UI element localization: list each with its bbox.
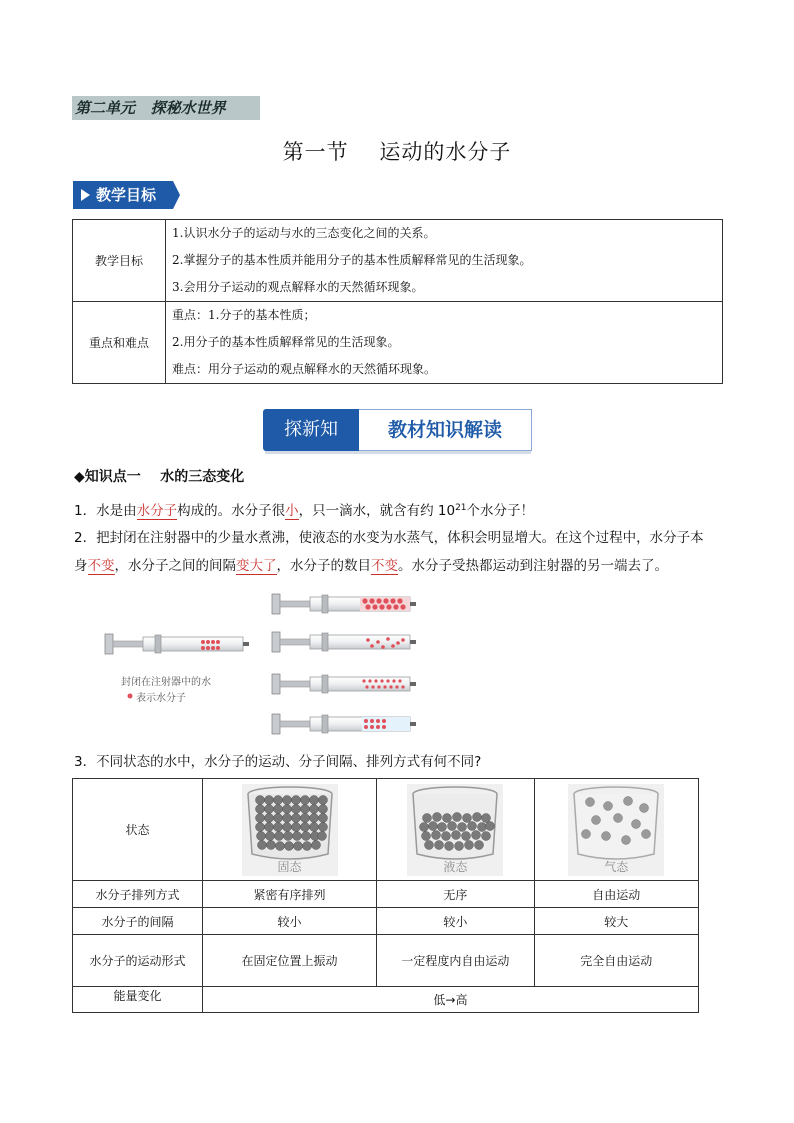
explore-banner: [263, 409, 531, 451]
state-label: 气态: [604, 859, 629, 874]
syringe-3: [272, 674, 416, 694]
gas-image: [568, 784, 664, 876]
banner-label: 教学目标: [96, 186, 157, 204]
objective-line: 重点：1.分子的基本性质；: [172, 308, 316, 322]
banner-left: 探新知: [263, 409, 359, 451]
syringe-4: [272, 714, 416, 734]
objective-line: 2.用分子的基本性质解释常见的生活现象。: [172, 335, 400, 349]
header-cell: 状态: [73, 779, 203, 881]
blank-answer: 不变: [87, 558, 115, 574]
objective-line: 1.认识水分子的运动与水的三态变化之间的关系。: [172, 226, 436, 240]
legend-caption: 表示水分子: [136, 693, 186, 704]
table-row: [73, 779, 699, 881]
gas-beaker-icon: [568, 784, 664, 862]
state-label: 固态: [277, 859, 302, 874]
paragraph-1: 1．水是由水分子构成的。水分子很小，只一滴水，就含有约 $10^{21}$个水分子！: [74, 503, 535, 519]
molecule-legend-icon: [128, 694, 133, 699]
objective-line: 2.掌握分子的基本性质并能用分子的基本性质解释常见的生活现象。: [172, 253, 532, 267]
energy-value: 低→高: [202, 987, 698, 1013]
arrow-icon: [81, 189, 90, 201]
question-3: 3．不同状态的水中，水分子的运动、分子间隔、排列方式有何不同?: [74, 754, 482, 770]
table-row: [73, 987, 699, 1013]
blank-answer: 水分子: [136, 503, 178, 519]
liquid-image: [407, 784, 503, 876]
table-row: [73, 220, 723, 302]
table-row: 水分子排列方式 紧密有序排列 无序 自由运动: [73, 881, 699, 908]
row-label: 水分子排列方式: [73, 881, 203, 908]
solid-image: [242, 784, 338, 876]
row-header: 教学目标: [73, 220, 166, 302]
row-header: 重点和难点: [73, 302, 166, 384]
syringe-2: [272, 632, 416, 652]
row-label: 能量变化: [73, 987, 203, 1013]
blank-answer: 变大了: [236, 558, 277, 574]
syringe-1: [272, 594, 416, 614]
blank-answer: 小: [285, 503, 299, 519]
knowledge-point-title: ◆知识点一 水的三态变化: [74, 469, 245, 485]
solid-beaker-icon: [242, 784, 338, 862]
syringe-left: [105, 634, 249, 654]
unit-tag: 第二单元 探秘水世界: [72, 96, 260, 120]
teaching-goals-banner: [73, 181, 173, 209]
section-title: 第一节 运动的水分子: [282, 140, 512, 164]
table-row: 水分子的间隔 较小 较小 较大: [73, 908, 699, 935]
objectives-table: [72, 219, 723, 384]
table-row: [73, 302, 723, 384]
blank-answer: 不变: [371, 558, 398, 574]
liquid-beaker-icon: [407, 784, 503, 862]
paragraph-2-line-1: 2．把封闭在注射器中的少量水煮沸，使液态的水变为水蒸气，体积会明显增大。在这个过程中，水分子本: [74, 530, 704, 546]
state-table: [72, 778, 699, 1013]
syringe-figure: [100, 590, 430, 740]
table-row: 水分子的运动形式 在固定位置上振动 一定程度内自由运动 完全自由运动: [73, 935, 699, 987]
syringe-caption: 封闭在注射器中的水: [121, 677, 211, 688]
banner-right: 教材知识解读: [359, 409, 532, 451]
paragraph-2-line-2: 身不变，水分子之间的间隔变大了，水分子的数目不变。水分子受热都运动到注射器的另一端去了。: [74, 558, 668, 574]
objective-line: 难点：用分子运动的观点解释水的天然循环现象。: [172, 362, 437, 376]
state-label: 液态: [443, 859, 468, 874]
objective-line: 3.会用分子运动的观点解释水的天然循环现象。: [172, 280, 424, 294]
row-label: 水分子的运动形式: [73, 935, 203, 987]
row-label: 水分子的间隔: [73, 908, 203, 935]
